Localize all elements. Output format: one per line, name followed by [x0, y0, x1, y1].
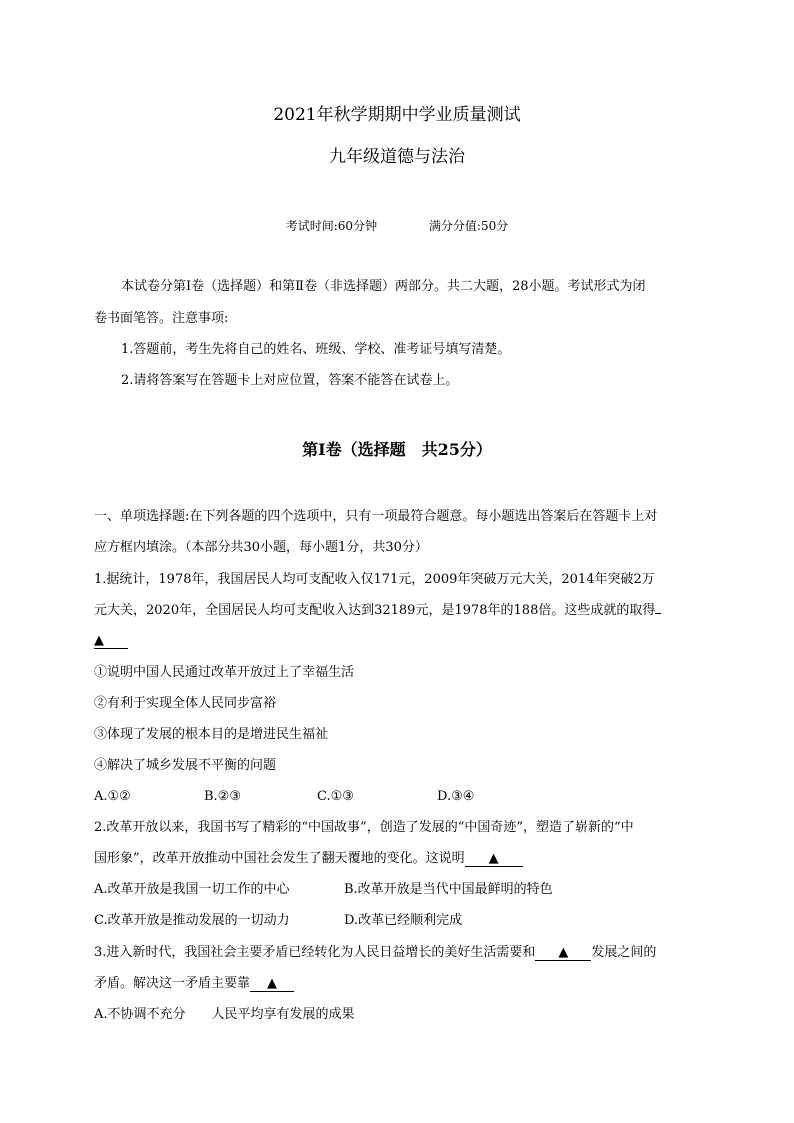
q1-option-d: D.③④ [437, 789, 475, 804]
q2-line-2-text: 国形象”，改革开放推动中国社会发生了翻天覆地的变化。这说明 [94, 851, 465, 866]
exam-title: 2021年秋学期期中学业质量测试 [273, 105, 521, 125]
exam-info [0, 217, 794, 234]
q1-item-4: ④解决了城乡发展不平衡的问题 [94, 758, 277, 773]
q2-line-1: 2.改革开放以来，我国书写了精彩的“中国故事”，创造了发展的“中国奇迹”，塑造了崭新的“中 [94, 820, 634, 835]
q3-blank-1 [535, 945, 591, 961]
q1-item-3: ③体现了发展的根本目的是增进民生福祉 [94, 727, 329, 742]
q2-option-d: D.改革已经顺利完成 [344, 913, 463, 928]
intro-line-2: 卷书面笔答。注意事项: [94, 311, 229, 326]
note-2: 2.请将答案写在答题卡上对应位置，答案不能答在试卷上。 [121, 373, 459, 388]
q2-blank-marker: ▲ [488, 851, 499, 866]
q1-item-2: ②有利于实现全体人民同步富裕 [94, 696, 277, 711]
q3-line-1-text-b: 发展之间的 [591, 945, 657, 960]
section-title: 第Ⅰ卷（选择题 共25分） [302, 440, 492, 459]
q3-option-a: A.不协调不充分 人民平均享有发展的成果 [94, 1007, 355, 1022]
q3-line-2-text: 矛盾。解决这一矛盾主要靠 [94, 976, 251, 991]
note-1: 1.答题前，考生先将自己的姓名、班级、学校、准考证号填写清楚。 [121, 342, 511, 357]
q1-line-2-text: 元大关，2020年，全国居民人均可支配收入达到32189元，是1978年的188倍。这些成就的取得 [94, 603, 656, 618]
q3-blank-2 [250, 976, 294, 992]
q2-option-b: B.改革开放是当代中国最鲜明的特色 [344, 882, 553, 897]
q2-line-2 [94, 850, 523, 868]
part-intro-line-1: 一、单项选择题:在下列各题的四个选项中，只有一项最符合题意。每小题选出答案后在答题卡上对 [94, 509, 658, 524]
q1-blank-marker: ▲ [94, 633, 104, 648]
q1-line-1: 1.据统计，1978年，我国居民人均可支配收入仅171元，2009年突破万元大关，2014年突破2万 [94, 572, 655, 587]
q2-option-c: C.改革开放是推动发展的一切动力 [94, 913, 290, 928]
part-intro-line-2: 应方框内填涂。（本部分共30小题，每小题1分，共30分） [94, 540, 428, 555]
full-score: 满分分值:50分 [428, 219, 509, 233]
exam-time: 考试时间:60分钟 [285, 219, 378, 233]
q3-blank-1-marker: ▲ [558, 945, 569, 960]
q1-line-2 [94, 602, 661, 620]
q2-option-a: A.改革开放是我国一切工作的中心 [94, 882, 290, 897]
q1-item-1: ①说明中国人民通过改革开放过上了幸福生活 [94, 665, 355, 680]
q1-answer-blank [94, 633, 128, 649]
exam-subtitle: 九年级道德与法治 [329, 147, 465, 167]
q1-option-c: C.①③ [317, 789, 354, 804]
q1-option-a: A.①② [94, 789, 131, 804]
q1-answer-blank-row [94, 632, 128, 650]
intro-line-1: 本试卷分第Ⅰ卷（选择题）和第Ⅱ卷（非选择题）两部分。共二大题，28小题。考试形式为闭 [121, 279, 646, 294]
q1-option-b: B.②③ [204, 789, 241, 804]
q3-line-2 [94, 975, 294, 993]
q3-blank-2-marker: ▲ [267, 976, 278, 991]
q3-line-1-text-a: 3.进入新时代，我国社会主要矛盾已经转化为人民日益增长的美好生活需要和 [94, 945, 536, 960]
q2-answer-blank [465, 851, 523, 867]
q1-blank-start [655, 613, 661, 614]
q3-line-1 [94, 944, 656, 962]
